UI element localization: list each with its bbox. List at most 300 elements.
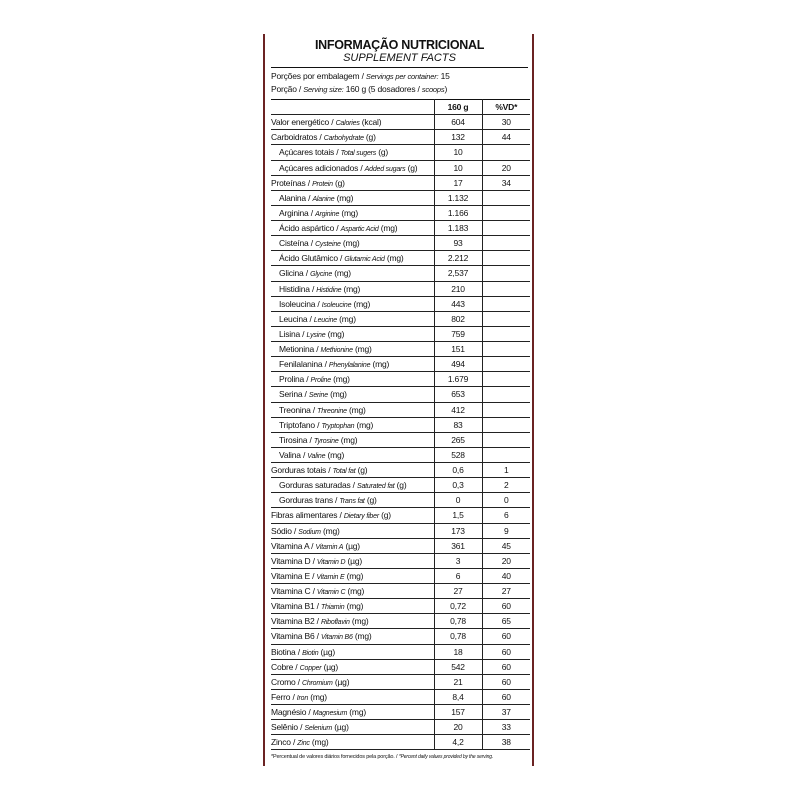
nutrient-amount: 1.166 — [434, 205, 482, 220]
nutrient-name-pt: Biotina / — [271, 646, 303, 657]
nutrient-name — [271, 342, 434, 357]
nutrient-unit: (mg) — [352, 344, 372, 355]
nutrient-unit: (mg) — [346, 404, 366, 415]
nutrient-daily-value: 1 — [482, 463, 530, 478]
table-row — [271, 417, 530, 432]
nutrient-name — [271, 629, 434, 644]
nutrient-name-pt: Cisteína / — [279, 238, 316, 249]
table-row — [271, 629, 530, 644]
nutrient-name-pt: Prolina / — [279, 374, 311, 385]
nutrient-daily-value: 65 — [482, 614, 530, 629]
nutrient-name-pt: Histidina / — [279, 283, 317, 294]
nutrient-unit: (mg) — [325, 449, 345, 460]
nutrient-amount: 0,78 — [434, 614, 482, 629]
nutrient-unit: (mg) — [332, 268, 351, 279]
table-row — [271, 266, 530, 281]
nutrient-amount: 1.132 — [434, 190, 482, 205]
servings-pt: Porções por embalagem / — [271, 71, 366, 81]
nutrient-name — [271, 508, 434, 523]
nutrient-unit: (mg) — [341, 283, 361, 294]
nutrient-daily-value — [482, 266, 530, 281]
nutrient-daily-value — [482, 447, 530, 462]
nutrient-unit: (g) — [363, 132, 376, 143]
table-row — [271, 705, 530, 720]
nutrient-name-en: Histidine — [316, 286, 342, 294]
nutrient-name-pt: Isoleucina / — [279, 298, 322, 309]
nutrient-amount: 132 — [434, 130, 482, 145]
nutrient-unit: (g) — [394, 480, 407, 491]
nutrient-name-en: Chromium — [302, 679, 333, 687]
nutrient-name — [271, 417, 434, 432]
nutrient-name-en: Cysteine — [315, 241, 341, 249]
nutrient-name — [271, 447, 434, 462]
nutrient-amount: 604 — [434, 115, 482, 130]
footnote-en: *Percent daily values provided by the serving. — [398, 754, 494, 761]
table-row — [271, 553, 530, 568]
nutrient-unit: (µg) — [332, 676, 350, 687]
nutrient-daily-value — [482, 387, 530, 402]
nutrient-name — [271, 432, 434, 447]
table-row — [271, 720, 530, 735]
nutrient-unit: (mg) — [340, 238, 360, 249]
table-row — [271, 538, 530, 553]
nutrient-name — [271, 326, 434, 341]
nutrient-amount: 1.183 — [434, 221, 482, 236]
nutrient-daily-value — [482, 221, 530, 236]
nutrient-name-en: Serine — [308, 392, 328, 400]
nutrient-unit: (mg) — [345, 586, 365, 597]
nutrient-name-en: Tyrosine — [313, 437, 339, 445]
nutrient-name-pt: Açúcares totais / — [279, 147, 341, 158]
nutrient-name-pt: Vitamina C / — [271, 586, 317, 597]
nutrient-name — [271, 568, 434, 583]
nutrient-name-pt: Ferro / — [271, 691, 297, 702]
table-row — [271, 735, 530, 750]
nutrient-name-pt: Vitamina A / — [271, 540, 316, 551]
nutrient-daily-value: 44 — [482, 130, 530, 145]
nutrient-name-pt: Magnésio / — [271, 707, 313, 718]
nutrient-amount: 18 — [434, 644, 482, 659]
nutrient-name-en: Total fat — [332, 468, 356, 476]
servings-en: Servings per container: — [365, 72, 439, 81]
nutrient-amount: 10 — [434, 145, 482, 160]
table-row — [271, 568, 530, 583]
nutrient-unit: (mg) — [338, 434, 358, 445]
nutrient-daily-value: 60 — [482, 629, 530, 644]
nutrient-unit: (g) — [364, 495, 377, 506]
nutrient-name-pt: Triptofano / — [279, 419, 322, 430]
nutrient-name-en: Alanine — [312, 195, 335, 203]
nutrient-name-pt: Treonina / — [279, 404, 318, 415]
nutrient-name-pt: Zinco / — [271, 737, 298, 748]
nutrient-name-pt: Valor energético / — [271, 117, 336, 128]
nutrient-daily-value: 0 — [482, 493, 530, 508]
nutrient-daily-value — [482, 372, 530, 387]
nutrient-name — [271, 735, 434, 750]
nutrient-unit: (mg) — [370, 359, 390, 370]
table-row — [271, 372, 530, 387]
nutrient-name — [271, 281, 434, 296]
table-row — [271, 251, 530, 266]
nutrient-amount: 0,78 — [434, 629, 482, 644]
nutrient-unit: (mg) — [334, 192, 354, 203]
nutrient-unit: (µg) — [343, 540, 360, 551]
nutrient-name — [271, 175, 434, 190]
nutrient-amount: 0,72 — [434, 599, 482, 614]
table-row — [271, 236, 530, 251]
nutrient-daily-value: 60 — [482, 674, 530, 689]
nutrient-amount: 210 — [434, 281, 482, 296]
nutrient-name — [271, 296, 434, 311]
nutrient-name — [271, 720, 434, 735]
nutrient-name-en: Copper — [299, 664, 322, 672]
nutrient-name — [271, 266, 434, 281]
serving-size-value: 160 g (5 dosadores / — [343, 84, 422, 94]
nutrient-name-en: Selenium — [304, 725, 333, 733]
nutrient-name-en: Added sugars — [364, 165, 406, 173]
nutrient-name — [271, 493, 434, 508]
nutrient-name-en: Total sugers — [340, 150, 377, 158]
table-row — [271, 281, 530, 296]
nutrient-daily-value — [482, 417, 530, 432]
nutrient-unit: (g) — [332, 177, 345, 188]
nutrient-daily-value: 45 — [482, 538, 530, 553]
nutrient-unit: (g) — [405, 162, 418, 173]
nutrient-daily-value — [482, 296, 530, 311]
nutrient-unit: (µg) — [321, 661, 339, 672]
nutrient-name-en: Threonine — [317, 407, 347, 415]
nutrient-amount: 528 — [434, 447, 482, 462]
table-row — [271, 296, 530, 311]
nutrient-name-pt: Selênio / — [271, 722, 305, 733]
nutrient-name-en: Zinc — [297, 740, 310, 748]
nutrient-amount: 653 — [434, 387, 482, 402]
nutrient-name — [271, 145, 434, 160]
table-row — [271, 614, 530, 629]
table-row — [271, 311, 530, 326]
nutrient-unit: (mg) — [308, 691, 327, 702]
nutrient-name — [271, 236, 434, 251]
nutrient-name-en: Aspartic Acid — [340, 226, 379, 234]
nutrient-name-en: Leucine — [313, 316, 337, 324]
nutrient-daily-value — [482, 205, 530, 220]
serving-size-pt: Porção / — [271, 84, 304, 94]
nutrient-amount: 542 — [434, 659, 482, 674]
nutrient-name — [271, 402, 434, 417]
table-row — [271, 145, 530, 160]
nutrient-name-pt: Gorduras trans / — [279, 495, 340, 506]
nutrient-name-en: Methionine — [320, 347, 353, 355]
nutrient-amount: 157 — [434, 705, 482, 720]
nutrient-unit: (mg) — [339, 207, 359, 218]
nutrient-name — [271, 251, 434, 266]
nutrient-name-en: Sodium — [298, 528, 321, 536]
nutrient-name-pt: Vitamina B1 / — [271, 601, 321, 612]
nutrient-unit: (mg) — [384, 253, 404, 264]
nutrient-name-en: Magnesium — [312, 710, 348, 718]
nutrient-amount: 8,4 — [434, 689, 482, 704]
nutrient-amount: 21 — [434, 674, 482, 689]
nutrient-unit: (mg) — [344, 601, 364, 612]
nutrient-name — [271, 311, 434, 326]
nutrient-unit: (mg) — [349, 616, 369, 627]
nutrient-amount: 759 — [434, 326, 482, 341]
nutrient-name-pt: Cromo / — [271, 676, 302, 687]
nutrient-name — [271, 160, 434, 175]
nutrient-daily-value: 38 — [482, 735, 530, 750]
nutrient-daily-value — [482, 251, 530, 266]
nutrient-name-en: Trans fat — [339, 498, 365, 506]
nutrient-name-en: Dietary fiber — [343, 513, 379, 521]
nutrient-unit: (µg) — [345, 555, 362, 566]
nutrient-daily-value: 60 — [482, 599, 530, 614]
nutrient-amount: 93 — [434, 236, 482, 251]
table-row — [271, 584, 530, 599]
serving-size — [271, 83, 528, 96]
nutrient-daily-value — [482, 357, 530, 372]
nutrient-name — [271, 553, 434, 568]
nutrient-name-pt: Gorduras totais / — [271, 465, 333, 476]
table-row — [271, 508, 530, 523]
nutrient-unit: (mg) — [325, 328, 345, 339]
nutrient-name-pt: Valina / — [279, 449, 308, 460]
nutrient-name-en: Lysine — [306, 331, 326, 339]
nutrient-name — [271, 599, 434, 614]
table-row — [271, 447, 530, 462]
table-row — [271, 115, 530, 130]
nutrient-daily-value: 2 — [482, 478, 530, 493]
nutrient-name — [271, 221, 434, 236]
nutrient-name — [271, 584, 434, 599]
nutrient-name-pt: Tirosina / — [279, 434, 314, 445]
nutrient-name-en: Valine — [307, 452, 326, 460]
nutrient-unit: (µg) — [318, 646, 336, 657]
nutrient-name-pt: Vitamina B6 / — [271, 631, 321, 642]
nutrient-name-pt: Alanina / — [279, 192, 313, 203]
nutrient-unit: (mg) — [337, 313, 356, 324]
nutrient-amount: 412 — [434, 402, 482, 417]
nutrient-daily-value — [482, 311, 530, 326]
table-header-row — [271, 100, 530, 115]
table-row — [271, 599, 530, 614]
table-row — [271, 130, 530, 145]
nutrient-amount: 151 — [434, 342, 482, 357]
nutrient-amount: 265 — [434, 432, 482, 447]
nutrient-name-en: Calories — [335, 120, 360, 128]
servings-value: 15 — [438, 71, 450, 81]
nutrient-name-pt: Carboidratos / — [271, 132, 324, 143]
nutrient-amount: 1,5 — [434, 508, 482, 523]
nutrient-daily-value: 37 — [482, 705, 530, 720]
nutrition-label-content — [271, 34, 528, 766]
table-row — [271, 357, 530, 372]
nutrient-name-pt: Vitamina B2 / — [271, 616, 321, 627]
nutrient-name-en: Vitamin A — [315, 543, 344, 551]
serving-size-close: ) — [444, 84, 448, 94]
nutrient-name — [271, 705, 434, 720]
table-row — [271, 190, 530, 205]
nutrient-amount: 83 — [434, 417, 482, 432]
nutrient-unit: (mg) — [351, 298, 371, 309]
nutrient-name — [271, 478, 434, 493]
nutrient-unit: (mg) — [378, 223, 398, 234]
nutrient-unit: (mg) — [330, 374, 350, 385]
nutrient-name — [271, 614, 434, 629]
nutrient-daily-value: 30 — [482, 115, 530, 130]
table-row — [271, 674, 530, 689]
nutrient-amount: 802 — [434, 311, 482, 326]
nutrient-unit: (mg) — [354, 419, 374, 430]
nutrient-name — [271, 357, 434, 372]
nutrient-daily-value: 9 — [482, 523, 530, 538]
nutrient-name — [271, 674, 434, 689]
table-row — [271, 326, 530, 341]
nutrient-name-pt: Metionina / — [279, 344, 321, 355]
nutrient-amount: 1.679 — [434, 372, 482, 387]
nutrient-name-en: Glutamic Acid — [344, 256, 385, 264]
nutrient-unit: (µg) — [332, 722, 349, 733]
nutrient-name-en: Saturated fat — [357, 483, 395, 491]
nutrient-daily-value: 33 — [482, 720, 530, 735]
table-row — [271, 478, 530, 493]
title-divider — [271, 67, 528, 68]
table-row — [271, 402, 530, 417]
nutrient-name-pt: Arginina / — [279, 207, 316, 218]
nutrient-name-en: Protein — [312, 180, 333, 188]
nutrient-unit: (kcal) — [359, 117, 382, 128]
nutrition-label-panel — [263, 34, 534, 766]
nutrient-name-pt: Vitamina E / — [271, 570, 317, 581]
nutrient-name-pt: Cobre / — [271, 661, 300, 672]
nutrient-name-pt: Glicina / — [279, 268, 311, 279]
nutrient-name-en: Phenylalanine — [328, 362, 371, 370]
nutrient-amount: 0,6 — [434, 463, 482, 478]
nutrient-unit: (mg) — [347, 707, 366, 718]
nutrient-name-pt: Açúcares adicionados / — [279, 162, 365, 173]
nutrient-daily-value: 60 — [482, 689, 530, 704]
nutrient-amount: 4,2 — [434, 735, 482, 750]
nutrient-name-en: Vitamin E — [316, 573, 345, 581]
nutrient-daily-value — [482, 326, 530, 341]
nutrient-name-en: Carbohydrate — [323, 135, 364, 143]
nutrient-name — [271, 190, 434, 205]
nutrient-name — [271, 463, 434, 478]
nutrient-name — [271, 689, 434, 704]
nutrient-amount: 27 — [434, 584, 482, 599]
nutrient-name-pt: Serina / — [279, 389, 309, 400]
nutrient-name-en: Thiamin — [320, 604, 345, 612]
nutrient-daily-value — [482, 402, 530, 417]
nutrient-name — [271, 372, 434, 387]
serving-info — [271, 70, 528, 96]
label-subtitle: SUPPLEMENT FACTS — [343, 52, 456, 64]
nutrient-name-en: Proline — [310, 377, 331, 385]
serving-size-en: Serving size: — [303, 85, 344, 94]
nutrient-name — [271, 205, 434, 220]
nutrient-unit: (mg) — [320, 525, 340, 536]
header-blank — [271, 100, 434, 115]
nutrient-amount: 2.212 — [434, 251, 482, 266]
nutrient-unit: (mg) — [352, 631, 372, 642]
table-row — [271, 387, 530, 402]
nutrient-daily-value — [482, 281, 530, 296]
nutrient-name-en: Iron — [296, 694, 309, 702]
nutrient-daily-value — [482, 342, 530, 357]
nutrient-unit: (g) — [355, 465, 368, 476]
table-row — [271, 160, 530, 175]
nutrient-name-pt: Gorduras saturadas / — [279, 480, 358, 491]
footnote-pt: *Percentual de valores diários fornecidos pela porção. / — [271, 754, 399, 761]
nutrient-daily-value — [482, 190, 530, 205]
nutrient-amount: 17 — [434, 175, 482, 190]
table-row — [271, 493, 530, 508]
table-row — [271, 463, 530, 478]
table-row — [271, 523, 530, 538]
table-row — [271, 342, 530, 357]
nutrient-daily-value — [482, 432, 530, 447]
nutrient-name — [271, 659, 434, 674]
nutrient-name-en: Biotin — [302, 649, 319, 657]
nutrient-name-pt: Leucina / — [279, 313, 314, 324]
nutrient-unit: (g) — [378, 510, 391, 521]
nutrient-name — [271, 387, 434, 402]
nutrient-name-en: Vitamin D — [316, 558, 346, 566]
nutrient-amount: 10 — [434, 160, 482, 175]
nutrient-daily-value: 27 — [482, 584, 530, 599]
nutrient-amount: 20 — [434, 720, 482, 735]
nutrient-daily-value — [482, 145, 530, 160]
nutrient-name-pt: Sódio / — [271, 525, 299, 536]
nutrient-amount: 3 — [434, 553, 482, 568]
nutrient-name-en: Isoleucine — [321, 301, 352, 309]
nutrient-name-pt: Fibras alimentares / — [271, 510, 344, 521]
servings-per-container — [271, 70, 528, 83]
nutrient-amount: 173 — [434, 523, 482, 538]
nutrient-name — [271, 130, 434, 145]
nutrient-name-en: Tryptophan — [321, 422, 355, 430]
label-title: INFORMAÇÃO NUTRICIONAL — [314, 38, 485, 52]
nutrient-unit: (g) — [376, 147, 389, 158]
table-row — [271, 205, 530, 220]
nutrient-amount: 443 — [434, 296, 482, 311]
nutrient-daily-value — [482, 236, 530, 251]
nutrient-name-pt: Ácido aspártico / — [279, 223, 341, 234]
nutrient-unit: (mg) — [327, 389, 347, 400]
table-row — [271, 221, 530, 236]
table-row — [271, 175, 530, 190]
table-row — [271, 659, 530, 674]
header-dv: %VD* — [482, 100, 530, 115]
nutrient-amount: 0 — [434, 493, 482, 508]
nutrient-daily-value: 20 — [482, 553, 530, 568]
nutrition-table — [271, 99, 530, 750]
nutrient-amount: 494 — [434, 357, 482, 372]
nutrient-name-pt: Proteínas / — [271, 177, 313, 188]
nutrient-amount: 6 — [434, 568, 482, 583]
nutrient-name — [271, 538, 434, 553]
table-row — [271, 689, 530, 704]
nutrient-daily-value: 6 — [482, 508, 530, 523]
nutrient-daily-value: 60 — [482, 659, 530, 674]
nutrition-rows — [271, 115, 530, 750]
nutrient-daily-value: 40 — [482, 568, 530, 583]
header-amount: 160 g — [434, 100, 482, 115]
nutrient-name — [271, 523, 434, 538]
nutrient-name-pt: Vitamina D / — [271, 555, 317, 566]
nutrient-name — [271, 115, 434, 130]
nutrient-unit: (mg) — [344, 570, 364, 581]
nutrient-amount: 361 — [434, 538, 482, 553]
